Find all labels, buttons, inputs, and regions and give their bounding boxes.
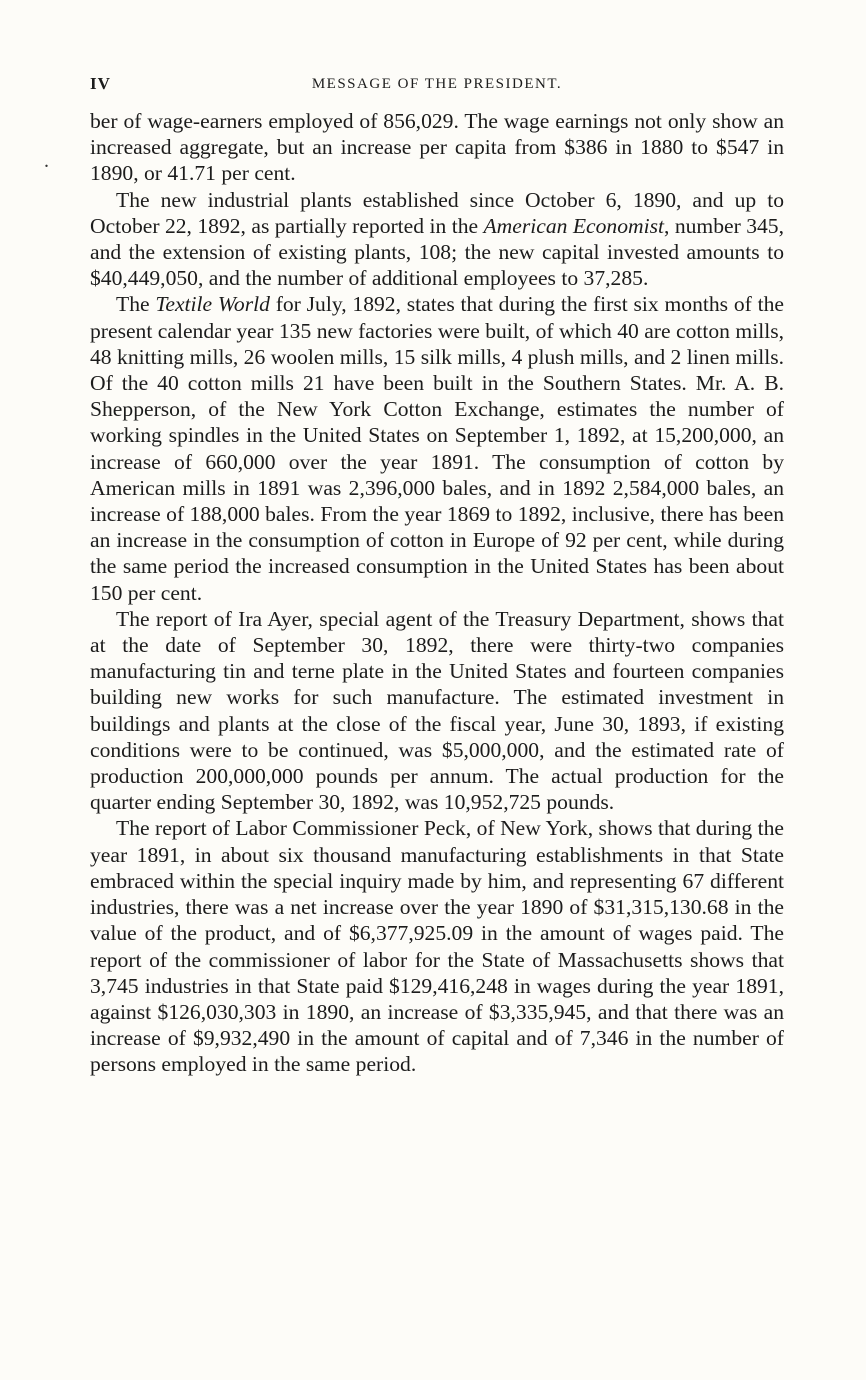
paragraph-3-text-b: for July, 1892, states that during the first six months of the present calendar year 135 new factories were built, of which 40 are cotton mills, 48 knitting mills, 26 woolen mills, 15 silk mills, 4 plush mills, and 2 linen mills. Of the 40 cotton mills 21 have been built in the Southern States. Mr. A. B. Shepperson, of the New York Cotton Exchange, estimates the number of working spindles in the United States on September 1, 1892, at 15,200,000, an increase of 660,000 over the year 1891. The consumption of cotton by American mills in 1891 was 2,396,000 bales, and in 1892 2,584,000 bales, an increase of 188,000 bales. From the year 1869 to 1892, inclusive, there has been an increase in the consumption of cotton in Europe of 92 per cent, while during the same period the increased consumption in the United States has been about 150 per cent. [90, 292, 785, 605]
paragraph-4 [90, 606, 784, 816]
paragraph-4-text: The report of Ira Ayer, special agent of the Treasury Department, shows that at the date of September 30, 1892, there were thirty-two companies manufacturing tin and terne plate in the United States and fourteen companies building new works for such manufacture. The estimated investment in buildings and plants at the close of the fiscal year, June 30, 1893, if existing conditions were to be continued, was $5,000,000, and the estimated rate of production 200,000,000 pounds per annum. The actual production for the quarter ending September 30, 1892, was 10,952,725 pounds. [90, 606, 784, 815]
paragraph-2-text-b: , number 345, and the extension of existing plants, 108; the new capital invested amounts to $40,449,050, and the number of additional employees to 37,285. [90, 213, 784, 291]
paragraph-2 [90, 187, 784, 292]
publication-title: American Economist [483, 213, 665, 238]
paragraph-5-text: The report of Labor Commissioner Peck, of New York, shows that during the year 1891, in about six thousand manufacturing establishments in that State embraced within the special inquiry made by him, and representing 67 different industries, there was a net increase over the year 1890 of $31,315,130.68 in the value of the product, and of $6,377,925.09 in the amount of wages paid. The report of the commissioner of labor for the State of Massachusetts shows that 3,745 industries in that State paid $129,416,248 in wages during the year 1891, against $126,030,303 in 1890, an increase of $3,335,945, and that there was an increase of $9,932,490 in the amount of capital and of 7,346 in the number of persons employed in the same period. [90, 816, 784, 1077]
paragraph-5 [90, 815, 784, 1077]
running-title: MESSAGE OF THE PRESIDENT. [311, 76, 563, 92]
paragraph-2-text-a: The new industrial plants established since October 6, 1890, and up to October 22, 1892, as partially reported in the [90, 187, 784, 238]
paragraph-3 [90, 291, 784, 605]
page [90, 74, 784, 1078]
body-text [90, 108, 784, 1078]
paragraph-1-text: ber of wage-earners employed of 856,029. The wage earnings not only show an increased aggregate, but an increase per capita from $386 in 1880 to $547 in 1890, or 41.71 per cent. [90, 109, 784, 186]
publication-title: Textile World [155, 292, 270, 317]
paragraph-3-text-a: The [116, 292, 156, 317]
page-header [90, 74, 784, 100]
margin-speck: . [44, 150, 49, 172]
paragraph-1 [90, 108, 784, 187]
page-number: IV [90, 74, 111, 93]
